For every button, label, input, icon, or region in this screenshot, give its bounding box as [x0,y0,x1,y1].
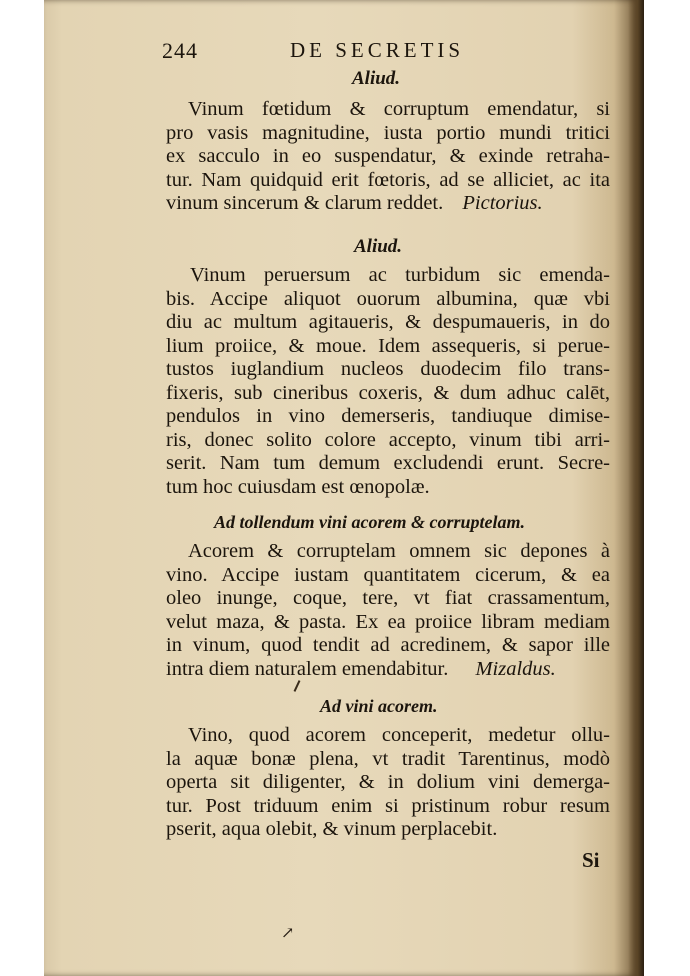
text-line: serit. Nam tum demum excludendi erunt. Secre- [166,452,610,474]
text-line: oleo inunge, coque, tere, vt fiat crassamentum, [166,587,610,609]
ink-mark: ↗ [281,925,295,942]
text-line: ris, donec solito colore accepto, vinum tibi arri- [166,428,610,451]
text-line: Vino, quod acorem conceperit, medetur ollu- [188,724,610,746]
text-line: in vinum, quod tendit ad acredinem, & sapor ille [166,634,610,656]
text-line: Vinum peruersum ac turbidum sic emenda- [190,264,610,286]
text-line: operta sit diligenter, & in dolium vini demerga- [166,771,610,793]
text-line: tur. Post triduum enim si pristinum robur resum [166,794,610,817]
text-line-end: vinum sincerum & clarum reddet. [166,192,444,214]
text-line: Vinum fœtidum & corruptum emendatur, si [188,98,610,120]
section-heading: Ad tollendum vini acorem & corruptelam. [214,512,526,532]
text-line: pendulos in vino demerseris, tandiuque dimise- [166,405,610,427]
text-line: bis. Accipe aliquot ouorum albumina, quæ vbi [166,287,610,310]
text-line: la aquæ bonæ plena, vt tradit Tarentinus, modò [166,747,610,770]
section-paragraph [166,540,610,681]
text-line: tum hoc cuiusdam est œnopolæ. [166,475,430,498]
text-line-end: intra diem naturalem emendabitur. [166,657,449,680]
section-heading: Aliud. [354,236,403,257]
text-line [166,658,610,682]
page-header [162,38,602,68]
text-line: tur. Nam quidquid erit fœtoris, ad se alliciet, ac ita [166,168,610,191]
section-heading: Aliud. [352,68,401,89]
text-line: tustos iuglandium nucleos duodecim filo trans- [166,358,610,380]
section-paragraph [166,724,610,842]
text-line: ex sacculo in eo suspendatur, & exinde retraha- [166,145,610,167]
text-line: diu ac multum agitaueris, & despumaueris, in do [166,311,610,333]
page-number: 244 [162,38,198,63]
text-line: fixeris, sub cineribus coxeris, & dum adhuc calēt, [166,381,610,404]
text-line: velut maza, & pasta. Ex ea proiice libram mediam [166,610,610,633]
section-heading: Ad vini acorem. [320,696,438,716]
section-paragraph [166,264,610,499]
catchword: Si [582,848,600,872]
text-line: pserit, aqua olebit, & vinum perplacebit. [166,818,498,840]
text-line [166,192,610,216]
running-title: DE SECRETIS [290,38,465,62]
section-paragraph [166,98,610,216]
author-attribution: Pictorius. [462,192,543,214]
text-line: vino. Accipe iustam quantitatem cicerum, & ea [166,563,610,586]
author-attribution: Mizaldus. [475,657,556,680]
text-line: lium proiice, & moue. Idem assequeris, si perue- [166,334,610,357]
text-line: Acorem & corruptelam omnem sic depones à [188,540,610,562]
text-line: pro vasis magnitudine, iusta portio mundi tritici [166,121,610,144]
